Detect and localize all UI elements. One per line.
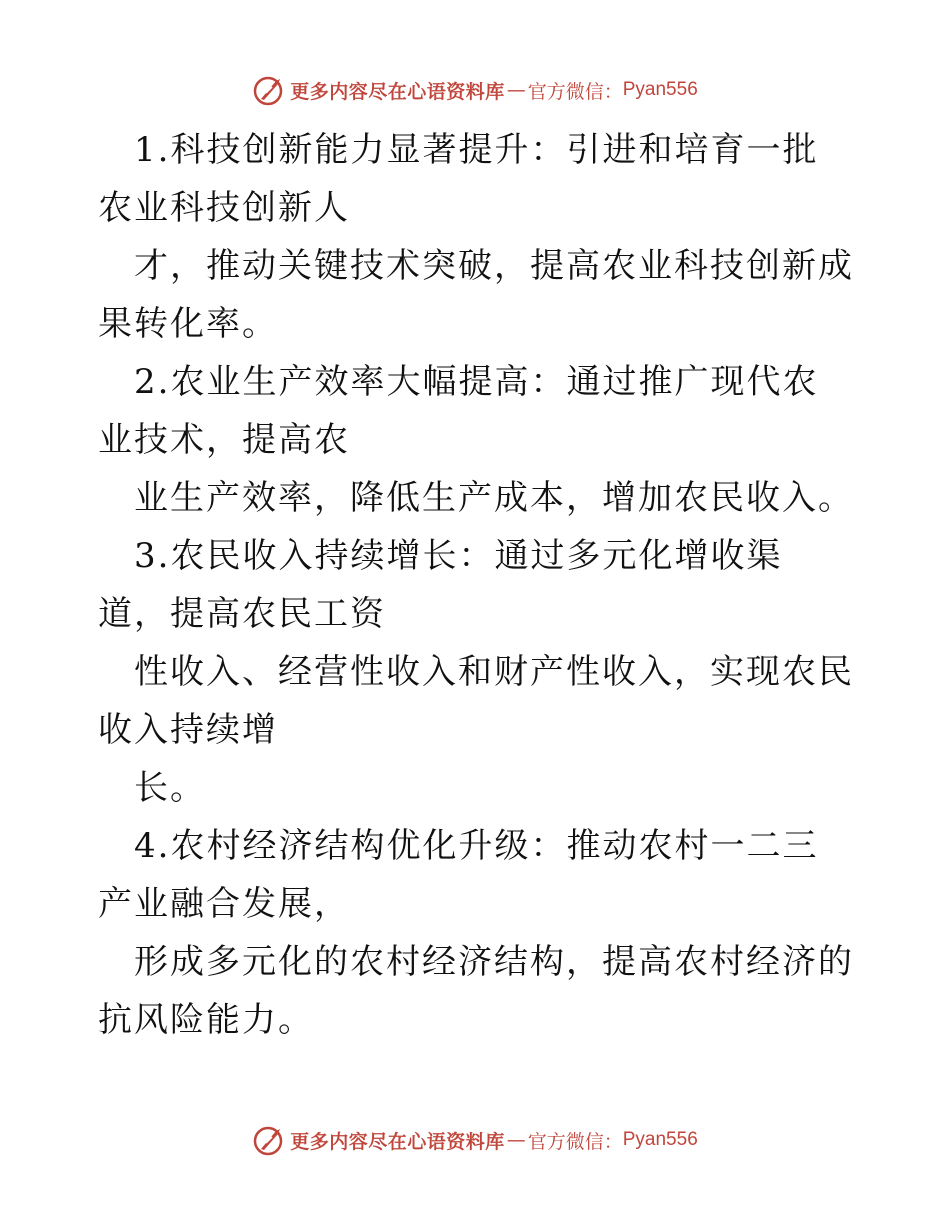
- paragraph: 1.科技创新能力显著提升：引进和培育一批农业科技创新人: [98, 130, 819, 228]
- watermark-dash: —: [506, 79, 526, 101]
- paragraph: 3.农民收入持续增长：通过多元化增收渠道，提高农民工资: [98, 536, 783, 634]
- paragraph: 4.农村经济结构优化升级：推动农村一二三产业融合发展，: [98, 826, 819, 924]
- watermark-label: 官方微信：: [527, 1130, 623, 1153]
- paragraph: 形成多元化的农村经济结构，提高农村经济的抗风险能力。: [98, 942, 854, 1040]
- paragraph: 2.农业生产效率大幅提高：通过推广现代农业技术，提高农: [98, 362, 819, 460]
- paragraph: 才，推动关键技术突破，提高农业科技创新成果转化率。: [98, 246, 854, 344]
- paragraph: 业生产效率，降低生产成本，增加农民收入。: [134, 478, 854, 518]
- quill-logo-icon: [252, 1123, 286, 1157]
- watermark-label: 官方微信：: [527, 80, 623, 103]
- footer-watermark: [0, 1120, 950, 1160]
- watermark-wechat-id: Pyan556: [622, 79, 698, 100]
- paragraph: 长。: [134, 768, 206, 808]
- watermark-brand: 更多内容尽在心语资料库: [290, 1130, 505, 1153]
- quill-logo-icon: [252, 73, 286, 107]
- paragraph: 性收入、经营性收入和财产性收入，实现农民收入持续增: [98, 652, 854, 750]
- watermark-wechat-id: Pyan556: [622, 1129, 698, 1150]
- watermark-dash: —: [506, 1129, 526, 1151]
- watermark-brand: 更多内容尽在心语资料库: [290, 80, 505, 103]
- header-watermark: [0, 70, 950, 110]
- document-body: [98, 121, 854, 1049]
